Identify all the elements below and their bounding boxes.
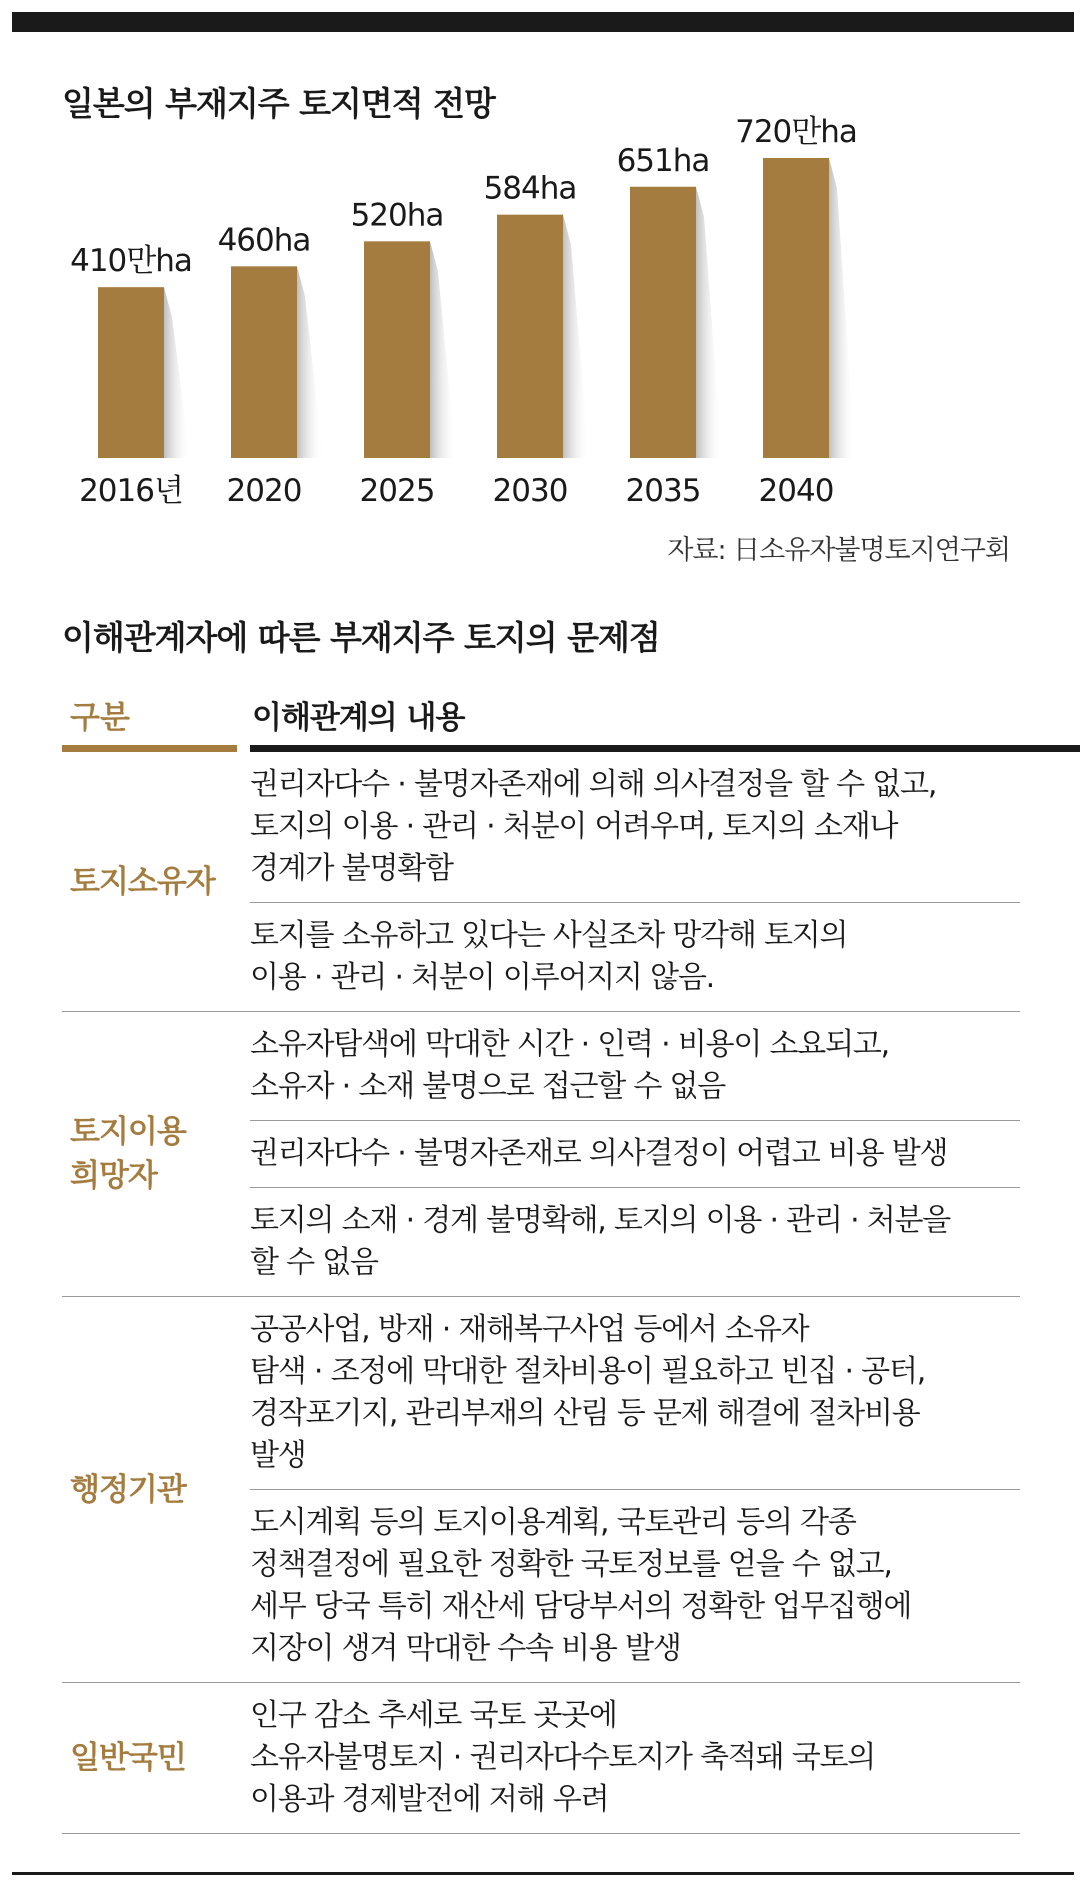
bar bbox=[630, 187, 696, 458]
table-row: 권리자다수 · 불명자존재에 의해 의사결정을 할 수 없고, 토지의 이용 · 관리 · 처분이 어려우며, 토지의 소재나 경계가 불명확함 bbox=[250, 752, 1020, 903]
group-rows bbox=[250, 1683, 1020, 1833]
group-label: 일반국민 bbox=[70, 1740, 186, 1776]
group-label: 토지이용 희망자 bbox=[70, 1114, 186, 1194]
table-group bbox=[62, 752, 1020, 1012]
category-tick-label: 2040 bbox=[758, 473, 834, 509]
table-row: 토지를 소유하고 있다는 사실조차 망각해 토지의 이용 · 관리 · 처분이 이루어지지 않음. bbox=[250, 918, 848, 995]
bar bbox=[763, 158, 829, 458]
bottom-rule bbox=[12, 1872, 1074, 1875]
table-group bbox=[62, 1297, 1020, 1683]
bar bbox=[231, 266, 297, 458]
header-rule-left bbox=[62, 745, 237, 752]
bar-data-label: 584ha bbox=[483, 170, 577, 207]
category-tick-label: 2035 bbox=[625, 473, 701, 509]
category-tick-label: 2020 bbox=[226, 473, 302, 509]
category-tick-label: 2030 bbox=[492, 473, 568, 509]
table-row: 소유자탐색에 막대한 시간 · 인력 · 비용이 소요되고, 소유자 · 소재 불명으로 접근할 수 없음 bbox=[250, 1012, 1020, 1121]
table-row: 인구 감소 추세로 국토 곳곳에 소유자불명토지 · 권리자다수토지가 축적돼 국토의 이용과 경제발전에 저해 우려 bbox=[250, 1698, 876, 1817]
table-row: 도시계획 등의 토지이용계획, 국토관리 등의 각종 정책결정에 필요한 정확한 국토정보를 얻을 수 없고, 세무 당국 특히 재산세 담당부서의 정확한 업무집행에 지장이 생겨 막대한 수속 비용 발생 bbox=[250, 1505, 912, 1666]
table-header bbox=[62, 690, 1020, 752]
bar-data-label: 460ha bbox=[217, 222, 311, 259]
bar-data-label: 410만ha bbox=[70, 243, 192, 280]
top-bar bbox=[12, 12, 1074, 32]
bar-data-label: 520ha bbox=[350, 197, 444, 234]
header-content: 이해관계의 내용 bbox=[252, 700, 465, 736]
bar bbox=[98, 287, 164, 458]
table-body bbox=[62, 752, 1020, 1834]
bar-chart bbox=[0, 100, 1086, 509]
group-rows bbox=[250, 1012, 1020, 1296]
group-rows bbox=[250, 752, 1020, 1011]
table-row: 권리자다수 · 불명자존재로 의사결정이 어렵고 비용 발생 bbox=[250, 1121, 1020, 1188]
bar-shadow bbox=[696, 187, 722, 458]
table-group bbox=[62, 1012, 1020, 1297]
group-rows bbox=[250, 1297, 1020, 1682]
bar-shadow bbox=[430, 241, 456, 458]
header-rule-right bbox=[250, 745, 1080, 752]
group-label: 행정기관 bbox=[70, 1471, 186, 1508]
category-tick-label: 2016년 bbox=[79, 473, 183, 509]
bar bbox=[497, 215, 563, 458]
bar-shadow bbox=[829, 158, 855, 458]
bar-shadow bbox=[297, 266, 323, 458]
table-group bbox=[62, 1683, 1020, 1834]
category-tick-label: 2025 bbox=[359, 473, 435, 509]
source-note: 자료: 日소유자불명토지연구회 bbox=[667, 535, 1010, 566]
bar-shadow bbox=[563, 215, 589, 458]
chart-title: 일본의 부재지주 토지면적 전망 bbox=[62, 84, 495, 123]
table-title: 이해관계자에 따른 부재지주 토지의 문제점 bbox=[62, 618, 660, 657]
stakeholder-table bbox=[62, 690, 1020, 1834]
bar bbox=[364, 241, 430, 458]
header-category: 구분 bbox=[70, 700, 130, 736]
table-row: 공공사업, 방재 · 재해복구사업 등에서 소유자 탐색 · 조정에 막대한 절차비용이 필요하고 빈집 · 공터, 경작포기지, 관리부재의 산림 등 문제 해결에 절차비용 발생 bbox=[250, 1297, 1020, 1490]
bar-data-label: 651ha bbox=[616, 142, 710, 179]
table-row: 토지의 소재 · 경계 불명확해, 토지의 이용 · 관리 · 처분을 할 수 없음 bbox=[250, 1203, 951, 1280]
bar-shadow bbox=[164, 287, 190, 458]
group-label: 토지소유자 bbox=[70, 863, 215, 900]
bar-data-label: 720만ha bbox=[735, 114, 857, 150]
